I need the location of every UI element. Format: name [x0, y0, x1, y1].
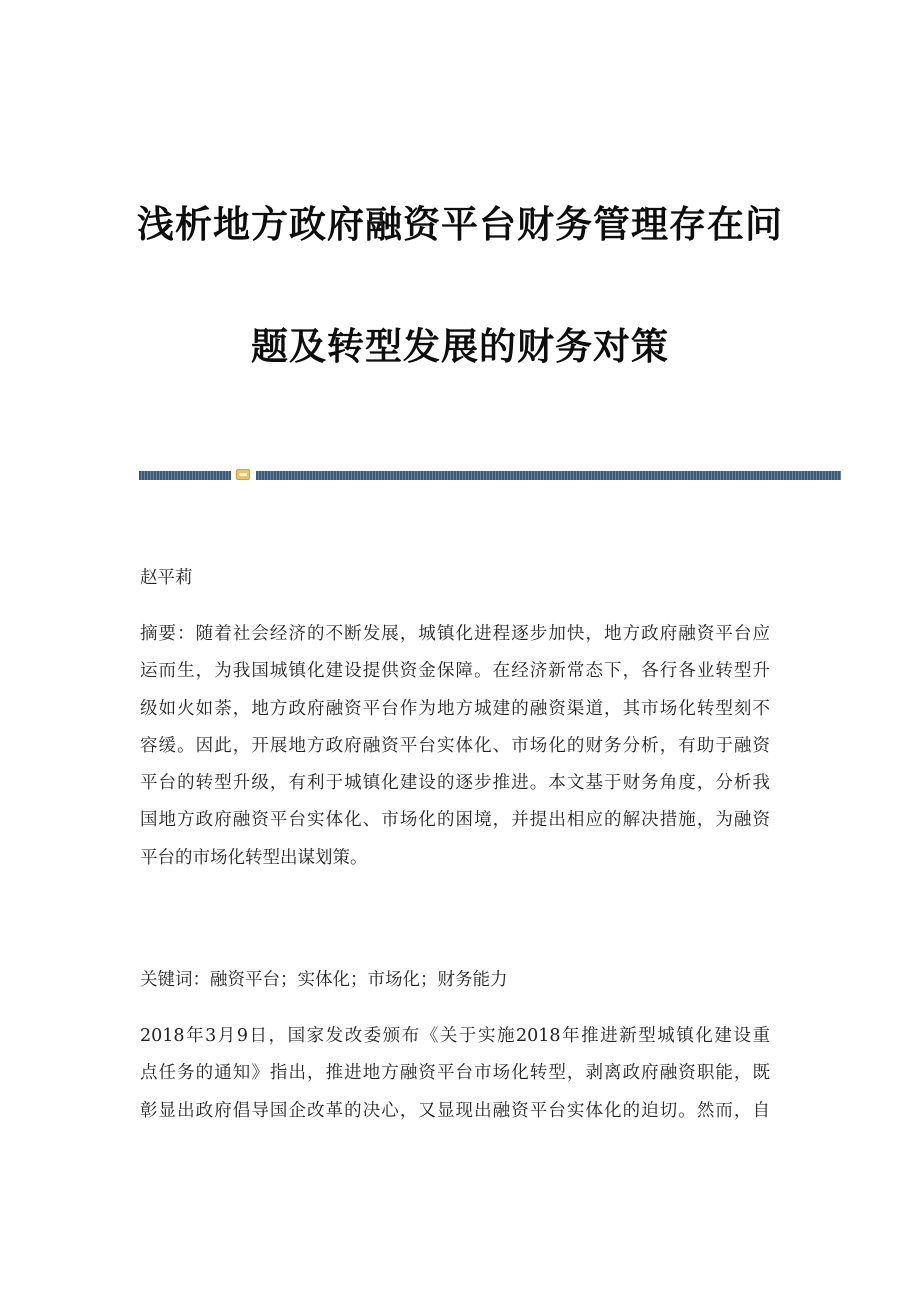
abstract-line: 平台的市场化转型出谋划策。: [140, 847, 368, 868]
body-paragraph: [140, 1018, 775, 1130]
author-block: [140, 560, 775, 597]
divider-bar-left: [139, 471, 231, 480]
abstract-line: 国地方政府融资平台实体化、市场化的困境，并提出相应的解决措施，为融资: [140, 810, 770, 831]
divider-bar-right: [256, 471, 841, 480]
abstract-paragraph: [140, 616, 775, 877]
keywords-line: 关键词：融资平台；实体化；市场化；财务能力: [140, 970, 508, 990]
divider-ornament-icon: [236, 469, 250, 480]
document-title-line-1: 浅析地方政府融资平台财务管理存在问: [137, 203, 783, 246]
body-line: 2018年3月9日，国家发改委颁布《关于实施2018年推进新型城镇化建设重: [140, 1026, 770, 1046]
body-line: 点任务的通知》指出，推进地方融资平台市场化转型，剥离政府融资职能，既: [140, 1063, 770, 1084]
abstract-line: 级如火如荼，地方政府融资平台作为地方城建的融资渠道，其市场化转型刻不: [140, 698, 770, 719]
abstract-line: 容缓。因此，开展地方政府融资平台实体化、市场化的财务分析，有助于融资: [140, 735, 770, 756]
body-line: 彰显出政府倡导国企改革的决心，又显现出融资平台实体化的迫切。然而，自: [140, 1100, 770, 1121]
abstract-line: 运而生，为我国城镇化建设提供资金保障。在经济新常态下，各行各业转型升: [140, 661, 770, 682]
document-title-line-2: 题及转型发展的财务对策: [251, 325, 669, 368]
author-name: 赵平莉: [140, 568, 193, 588]
abstract-line: 摘要：随着社会经济的不断发展，城镇化进程逐步加快，地方政府融资平台应: [140, 624, 770, 644]
keywords-block: [140, 962, 775, 999]
abstract-line: 平台的转型升级，有利于城镇化建设的逐步推进。本文基于财务角度，分析我: [140, 773, 770, 794]
